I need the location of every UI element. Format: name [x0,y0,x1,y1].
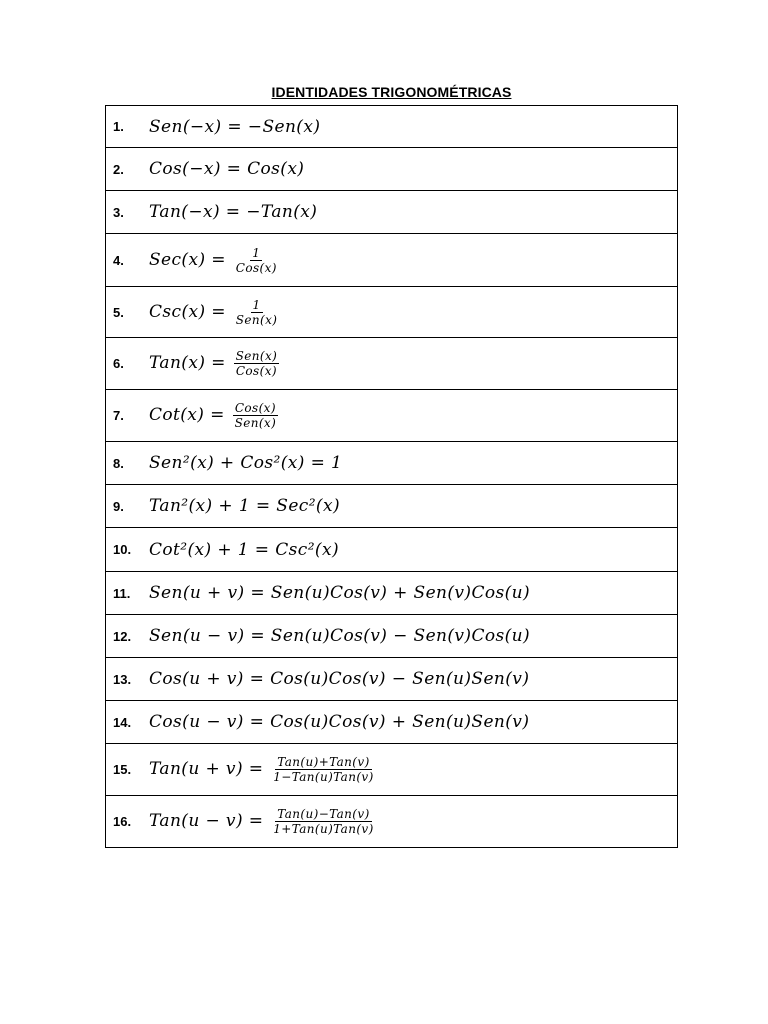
table-row [106,796,678,848]
formula-text: Sen(u + v) = Sen(u)Cos(v) + Sen(v)Cos(u) [149,583,531,603]
fraction-denominator: Cos(x) [235,364,277,378]
fraction-denominator: 1−Tan(u)Tan(v) [273,770,374,784]
table-row [106,442,678,485]
formula-text: Cot(x) = [149,405,231,425]
formula-text: Cos(u − v) = Cos(u)Cos(v) + Sen(u)Sen(v) [149,712,530,732]
identity-formula [149,658,678,701]
table-row [106,615,678,658]
identities-table [105,105,678,848]
identity-formula [149,701,678,744]
table-row [106,191,678,234]
identity-number: 16. [106,796,150,848]
table-row [106,572,678,615]
table-row [106,287,678,338]
identity-formula [149,572,678,615]
fraction-numerator: Sen(x) [235,349,278,363]
formula-text: Tan²(x) + 1 = Sec²(x) [149,496,340,516]
table-row [106,148,678,191]
identity-number: 5. [106,287,150,338]
identity-number: 11. [106,572,150,615]
identity-number: 14. [106,701,150,744]
identity-number: 12. [106,615,150,658]
formula-text: Cos(−x) = Cos(x) [149,159,305,179]
identity-formula [149,191,678,234]
identity-formula [149,615,678,658]
identity-formula [149,390,678,442]
fraction-denominator: 1+Tan(u)Tan(v) [273,822,374,836]
identity-formula [149,744,678,796]
identity-formula [149,442,678,485]
table-row [106,701,678,744]
identity-number: 13. [106,658,150,701]
identity-formula [149,796,678,848]
fraction [234,298,280,327]
page-title: IDENTIDADES TRIGONOMÉTRICAS [271,84,512,100]
table-row [106,744,678,796]
table-row [106,390,678,442]
formula-text: Tan(u − v) = [149,811,270,831]
formula-text: Cos(u + v) = Cos(u)Cos(v) − Sen(u)Sen(v) [149,669,530,689]
identity-number: 7. [106,390,150,442]
fraction [233,401,279,430]
identity-formula [149,148,678,191]
formula-text: Tan(−x) = −Tan(x) [149,202,318,222]
table-row [106,528,678,572]
identity-formula [149,287,678,338]
fraction [271,755,375,784]
identity-number: 3. [106,191,150,234]
fraction [234,349,280,378]
fraction [271,807,375,836]
fraction-numerator: Tan(u)−Tan(v) [277,807,370,821]
table-row [106,485,678,528]
identity-formula [149,528,678,572]
formula-text: Cot²(x) + 1 = Csc²(x) [149,539,339,560]
identity-number: 1. [106,106,150,148]
identity-number: 9. [106,485,150,528]
fraction-numerator: Cos(x) [234,401,276,415]
identity-number: 10. [106,528,150,572]
table-row [106,658,678,701]
formula-text: Tan(u + v) = [149,759,270,779]
identity-number: 6. [106,338,150,390]
identity-number: 4. [106,234,150,287]
fraction-denominator: Sen(x) [235,312,278,327]
fraction [234,246,279,275]
formula-text: Sen²(x) + Cos²(x) = 1 [149,453,343,473]
identity-formula [149,234,678,287]
identity-formula [149,338,678,390]
identity-number: 8. [106,442,150,485]
formula-text: Tan(x) = [149,353,232,373]
fraction-numerator: 1 [252,245,261,260]
fraction-numerator: Tan(u)+Tan(v) [277,755,370,769]
table-row [106,338,678,390]
identity-formula [149,106,678,148]
identity-formula [149,485,678,528]
identity-number: 2. [106,148,150,191]
table-row [106,106,678,148]
identity-number: 15. [106,744,150,796]
table-row [106,234,678,287]
formula-text: Csc(x) = [149,301,232,322]
formula-text: Sec(x) = [149,249,232,270]
formula-text: Sen(u − v) = Sen(u)Cos(v) − Sen(v)Cos(u) [149,626,531,646]
fraction-denominator: Sen(x) [234,416,277,430]
fraction-denominator: Cos(x) [235,260,277,275]
formula-text: Sen(−x) = −Sen(x) [149,116,321,137]
fraction-numerator: 1 [252,297,261,312]
